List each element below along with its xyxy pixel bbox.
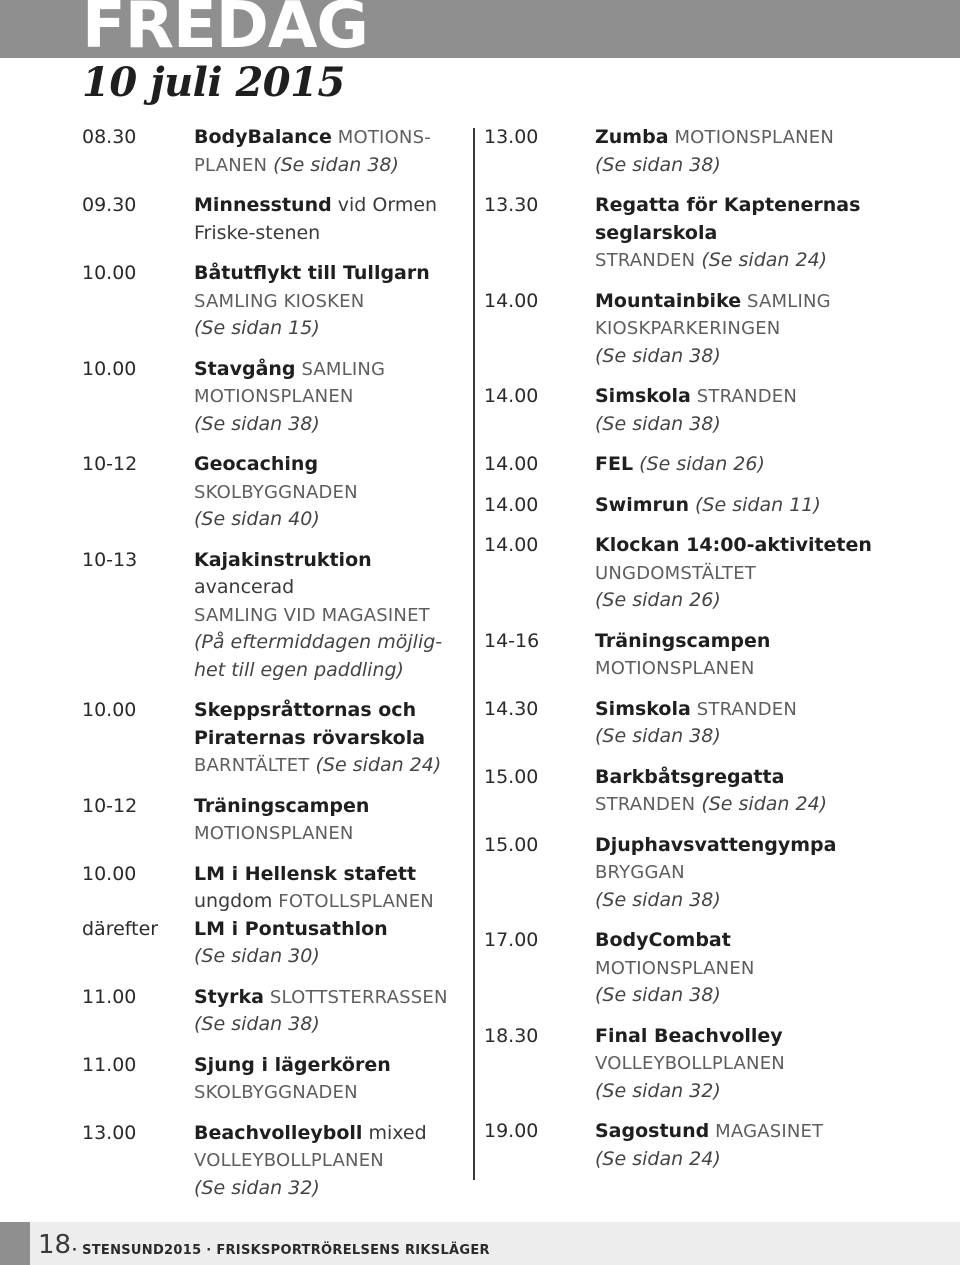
entry-time: 14.00 xyxy=(484,289,539,312)
activity-name: Träningscampen xyxy=(194,794,370,817)
entry-time: därefter xyxy=(82,917,159,940)
entry-time: 11.00 xyxy=(82,985,137,1008)
entry-line xyxy=(194,697,472,725)
activity-name: Geocaching xyxy=(194,453,319,475)
entry-line xyxy=(194,479,472,507)
entry-line xyxy=(595,492,954,520)
entry-line xyxy=(194,793,472,821)
entry-line xyxy=(595,411,954,439)
location: BRYGGAN xyxy=(595,862,685,883)
schedule-entry xyxy=(82,1052,472,1107)
entry-time: 15.00 xyxy=(484,765,539,788)
entry-line xyxy=(595,1146,954,1174)
activity-name: FEL xyxy=(595,453,634,475)
note: (Se sidan 24) xyxy=(695,793,828,815)
location: SAMLING VID MAGASINET xyxy=(194,604,430,626)
activity-name: Beachvolleyboll xyxy=(194,1121,363,1144)
entry-details xyxy=(595,927,954,1010)
entry-line xyxy=(595,383,954,411)
entry-line xyxy=(595,955,954,983)
note: (Se sidan 24) xyxy=(309,754,442,776)
schedule-column-right xyxy=(484,124,954,1173)
entry-time: 10-12 xyxy=(82,794,138,817)
entry-line xyxy=(194,943,472,971)
entry-line xyxy=(194,1079,472,1107)
location: SKOLBYGGNADEN xyxy=(194,1082,358,1103)
entry-line xyxy=(595,560,954,588)
schedule-entry xyxy=(484,192,954,275)
entry-line xyxy=(194,506,472,534)
entry-line xyxy=(595,696,954,724)
location: SAMLING xyxy=(295,358,386,380)
location: KIOSKPARKERINGEN xyxy=(595,318,781,339)
entry-line xyxy=(595,288,954,316)
entry-time: 10.00 xyxy=(82,699,137,721)
entry-time: 14-16 xyxy=(484,629,540,652)
location: PLANEN xyxy=(194,154,268,176)
entry-line xyxy=(194,152,472,180)
entry-details xyxy=(194,547,472,685)
entry-details xyxy=(595,1118,954,1173)
activity-name: Djuphavsvattengympa xyxy=(595,833,837,856)
entry-line xyxy=(595,1078,954,1106)
location: STRANDEN xyxy=(595,794,696,815)
location: STRANDEN xyxy=(595,250,696,271)
schedule-entry xyxy=(484,1118,954,1173)
entry-time: 14.00 xyxy=(484,453,539,475)
entry-details xyxy=(595,192,954,275)
entry-details xyxy=(194,192,472,247)
entry-line xyxy=(595,927,954,955)
entry-line xyxy=(595,791,954,819)
entry-line xyxy=(595,1023,954,1051)
entry-line xyxy=(194,383,472,411)
entry-line xyxy=(595,655,954,683)
entry-details xyxy=(595,492,954,520)
entry-details xyxy=(595,832,954,915)
entry-time: 10-12 xyxy=(82,453,138,475)
entry-line xyxy=(194,602,472,630)
schedule-entry xyxy=(484,832,954,915)
description: mixed xyxy=(362,1121,427,1144)
location: SAMLING KIOSKEN xyxy=(194,290,365,312)
note: (Se sidan 15) xyxy=(194,317,320,339)
entry-time: 18.30 xyxy=(484,1024,539,1047)
activity-name: Minnesstund xyxy=(194,194,332,216)
entry-details xyxy=(595,764,954,819)
note: (Se sidan 38) xyxy=(194,412,320,435)
entry-line xyxy=(595,859,954,887)
note: (Se sidan 32) xyxy=(194,1176,320,1199)
description: Friske-stenen xyxy=(194,221,321,244)
schedule-entry xyxy=(484,383,954,438)
entry-details xyxy=(194,697,472,780)
location: VOLLEYBOLLPLANEN xyxy=(595,1053,785,1074)
entry-details xyxy=(194,260,472,343)
schedule-entry xyxy=(484,927,954,1010)
entry-line xyxy=(194,547,472,602)
entry-line xyxy=(194,124,472,152)
entry-line xyxy=(194,916,472,944)
activity-name: Simskola xyxy=(595,697,691,720)
schedule-entry xyxy=(484,1023,954,1106)
location: MOTIONSPLANEN xyxy=(595,658,755,679)
entry-details xyxy=(595,451,954,479)
schedule-entry xyxy=(484,124,954,179)
day-title: FREDAG xyxy=(82,0,368,63)
activity-name: LM i Hellensk stafett xyxy=(194,862,417,885)
schedule-column-left xyxy=(82,124,472,1202)
entry-line xyxy=(194,315,472,343)
note: (Se sidan 38) xyxy=(595,412,721,435)
schedule-entry xyxy=(484,532,954,615)
activity-name: Sjung i lägerkören xyxy=(194,1053,391,1076)
entry-line xyxy=(595,832,954,860)
entry-time: 09.30 xyxy=(82,194,137,216)
entry-line xyxy=(194,725,472,753)
entry-line xyxy=(595,887,954,915)
entry-line xyxy=(194,411,472,439)
schedule-entry xyxy=(82,356,472,439)
location: STRANDEN xyxy=(690,698,798,720)
activity-name: Regatta för Kaptenernas xyxy=(595,194,861,216)
description: vid Ormen xyxy=(331,194,438,216)
entry-details xyxy=(194,1052,472,1107)
entry-details xyxy=(194,451,472,534)
entry-details xyxy=(194,356,472,439)
entry-line xyxy=(194,1011,472,1039)
activity-name: Stavgång xyxy=(194,357,296,380)
entry-line xyxy=(595,1050,954,1078)
schedule-entry xyxy=(82,697,472,780)
entry-time: 10.00 xyxy=(82,862,137,885)
entry-time: 19.00 xyxy=(484,1120,539,1142)
entry-line xyxy=(595,587,954,615)
entry-line xyxy=(595,982,954,1010)
note: (Se sidan 38) xyxy=(595,984,721,1006)
note: (Se sidan 38) xyxy=(267,153,399,176)
entry-line xyxy=(595,764,954,792)
schedule-entry xyxy=(82,793,472,848)
entry-line xyxy=(194,1052,472,1080)
entry-line xyxy=(194,629,472,657)
activity-name: Kajakinstruktion xyxy=(194,548,372,571)
activity-name: seglarskola xyxy=(595,221,718,244)
entry-line xyxy=(194,1147,472,1175)
entry-details xyxy=(194,984,472,1039)
note: het till egen paddling) xyxy=(194,658,404,681)
location: SLOTTSTERRASSEN xyxy=(263,986,448,1008)
entry-time: 13.00 xyxy=(82,1121,137,1144)
entry-line xyxy=(194,451,472,479)
note: (Se sidan 40) xyxy=(194,508,320,530)
entry-time: 17.00 xyxy=(484,929,539,951)
activity-name: BodyBalance xyxy=(194,126,332,148)
entry-details xyxy=(595,124,954,179)
activity-name: Barkbåtsgregatta xyxy=(595,765,785,788)
note: (Se sidan 32) xyxy=(595,1079,721,1102)
activity-name: Final Beachvolley xyxy=(595,1024,783,1047)
entry-line xyxy=(194,288,472,316)
activity-name: Piraternas rövarskola xyxy=(194,726,426,749)
note: (Se sidan 26) xyxy=(595,589,721,611)
activity-name: Klockan 14:00-aktiviteten xyxy=(595,534,872,556)
activity-name: Båtutflykt till Tullgarn xyxy=(194,262,430,284)
location: BARNTÄLTET xyxy=(194,755,310,776)
description: avancerad xyxy=(194,576,295,598)
schedule-entry xyxy=(82,916,472,971)
note: (På eftermiddagen möjlig- xyxy=(194,631,443,653)
entry-line xyxy=(194,260,472,288)
note: (Se sidan 38) xyxy=(595,888,721,911)
activity-name: Skeppsråttornas och xyxy=(194,699,417,721)
page-number: 18 xyxy=(38,1230,72,1260)
entry-time: 10.00 xyxy=(82,262,137,284)
entry-time: 14.00 xyxy=(484,493,539,516)
note: (Se sidan 24) xyxy=(695,249,828,271)
schedule-entry xyxy=(484,288,954,371)
entry-line xyxy=(194,984,472,1012)
activity-name: Träningscampen xyxy=(595,629,771,652)
location: MOTIONSPLANEN xyxy=(595,957,755,979)
description: ungdom xyxy=(194,890,273,912)
activity-name: Styrka xyxy=(194,985,264,1008)
location: MAGASINET xyxy=(709,1121,824,1142)
activity-name: Mountainbike xyxy=(595,289,742,312)
date-title: 10 juli 2015 xyxy=(82,59,345,106)
location: MOTIONSPLANEN xyxy=(668,127,835,148)
entry-line xyxy=(595,343,954,371)
entry-line xyxy=(595,152,954,180)
entry-line xyxy=(194,861,472,889)
note: (Se sidan 30) xyxy=(194,945,320,967)
column-divider xyxy=(473,128,475,1180)
schedule-entry xyxy=(82,547,472,685)
entry-line xyxy=(595,628,954,656)
entry-time: 10.00 xyxy=(82,357,137,380)
schedule-entry xyxy=(82,451,472,534)
location: MOTIONSPLANEN xyxy=(194,386,354,407)
activity-name: Zumba xyxy=(595,126,669,148)
activity-name: BodyCombat xyxy=(595,929,731,951)
footer-accent xyxy=(0,1222,30,1265)
entry-line xyxy=(595,451,954,479)
location: MOTIONS- xyxy=(331,127,431,148)
entry-details xyxy=(194,793,472,848)
entry-line xyxy=(595,192,954,220)
entry-details xyxy=(194,124,472,179)
entry-time: 11.00 xyxy=(82,1053,137,1076)
note: (Se sidan 38) xyxy=(194,1013,320,1035)
schedule-entry xyxy=(484,764,954,819)
schedule-entry xyxy=(82,260,472,343)
entry-time: 14.30 xyxy=(484,697,539,720)
entry-details xyxy=(595,288,954,371)
activity-name: LM i Pontusathlon xyxy=(194,917,388,940)
entry-details xyxy=(595,383,954,438)
entry-line xyxy=(194,888,472,916)
location: UNGDOMSTÄLTET xyxy=(595,562,756,584)
entry-time: 14.00 xyxy=(484,385,539,407)
entry-time: 15.00 xyxy=(484,833,539,856)
schedule-entry xyxy=(82,124,472,179)
schedule-entry xyxy=(484,451,954,479)
schedule-entry xyxy=(82,1120,472,1203)
entry-details xyxy=(194,861,472,916)
entry-time: 13.30 xyxy=(484,194,539,216)
entry-time: 13.00 xyxy=(484,126,539,148)
entry-details xyxy=(595,1023,954,1106)
entry-line xyxy=(194,1175,472,1203)
entry-time: 14.00 xyxy=(484,534,539,556)
entry-line xyxy=(194,1120,472,1148)
entry-line xyxy=(194,752,472,780)
entry-line xyxy=(595,532,954,560)
entry-line xyxy=(595,723,954,751)
location: SKOLBYGGNADEN xyxy=(194,481,358,503)
entry-line xyxy=(194,192,472,220)
entry-line xyxy=(194,356,472,384)
note: (Se sidan 24) xyxy=(595,1147,721,1170)
entry-time: 08.30 xyxy=(82,126,137,148)
entry-line xyxy=(595,315,954,343)
schedule-entry xyxy=(82,861,472,916)
entry-line xyxy=(595,247,954,275)
location: VOLLEYBOLLPLANEN xyxy=(194,1150,384,1171)
entry-line xyxy=(194,220,472,248)
note: (Se sidan 11) xyxy=(688,493,821,516)
entry-line xyxy=(194,657,472,685)
entry-details xyxy=(595,532,954,615)
entry-details xyxy=(194,916,472,971)
entry-line xyxy=(194,820,472,848)
note: (Se sidan 38) xyxy=(595,153,721,176)
entry-details xyxy=(595,628,954,683)
note: (Se sidan 38) xyxy=(595,725,721,747)
schedule-entry xyxy=(484,492,954,520)
location: MOTIONSPLANEN xyxy=(194,823,354,844)
location: SAMLING xyxy=(741,290,831,312)
schedule-entry xyxy=(484,628,954,683)
entry-details xyxy=(194,1120,472,1203)
schedule-entry xyxy=(484,696,954,751)
schedule-entry xyxy=(82,984,472,1039)
note: (Se sidan 38) xyxy=(595,344,721,367)
entry-line xyxy=(595,124,954,152)
activity-name: Simskola xyxy=(595,385,691,407)
entry-line xyxy=(595,220,954,248)
entry-line xyxy=(595,1118,954,1146)
location: STRANDEN xyxy=(690,386,798,407)
footer-text: · STENSUND2015 · FRISKSPORTRÖRELSENS RIKSLÄGER xyxy=(72,1243,490,1258)
entry-details xyxy=(595,696,954,751)
schedule-entry xyxy=(82,192,472,247)
activity-name: Sagostund xyxy=(595,1120,710,1142)
note: (Se sidan 26) xyxy=(633,453,765,475)
location: FOTOLLSPLANEN xyxy=(272,891,434,912)
activity-name: Swimrun xyxy=(595,493,689,516)
entry-time: 10-13 xyxy=(82,548,138,571)
